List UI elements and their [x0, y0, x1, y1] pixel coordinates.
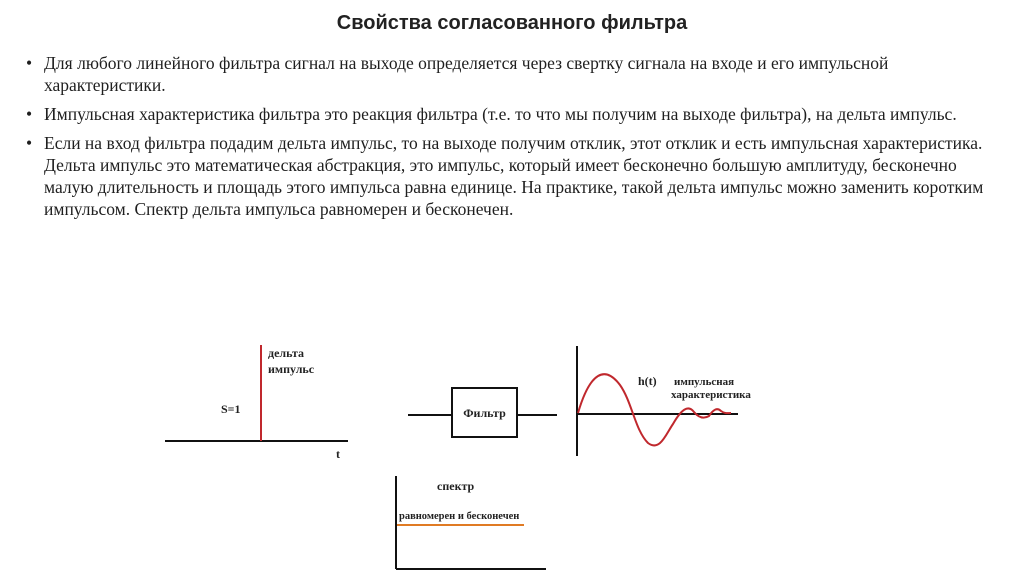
- delta-label-line2: импульс: [268, 362, 315, 376]
- response-label-line2: характеристика: [671, 389, 751, 401]
- spectrum-plot: [396, 476, 546, 569]
- impulse-response-plot: [577, 346, 751, 456]
- delta-area-label: S=1: [221, 402, 241, 416]
- delta-label-line1: дельта: [268, 346, 305, 360]
- filter-box-label: Фильтр: [463, 406, 506, 420]
- spectrum-title: спектр: [437, 479, 475, 493]
- filter-block: [408, 388, 557, 437]
- bullet-item-delta-impulse: • Если на вход фильтра подадим дельта импульс, то на выходе получим отклик, этот отклик и есть импульсная характеристика. Дельта импульс это математическая абстракция, это импульс, который имеет бесконечно большую амплитуду, бесконечно малую длительность и площадь этого импульса равна единице. На практике, такой дельта импульс можно заменить коротким импульсом. Спектр дельта импульса равномерен и бесконечен.: [24, 132, 994, 220]
- time-axis-label: t: [336, 447, 340, 461]
- response-label-line1: импульсная: [674, 376, 735, 388]
- spectrum-label: равномерен и бесконечен: [399, 511, 520, 522]
- bullet-item-convolution: • Для любого линейного фильтра сигнал на выходе определяется через свертку сигнала на входе и его импульсной характеристики.: [24, 52, 994, 96]
- delta-impulse-plot: [165, 345, 348, 461]
- slide-title: Свойства согласованного фильтра: [336, 12, 688, 34]
- response-func-label: h(t): [638, 374, 657, 388]
- bullet-item-impulse-response: • Импульсная характеристика фильтра это реакция фильтра (т.е. то что мы получим на выходе фильтра), на дельта импульс.: [24, 103, 994, 125]
